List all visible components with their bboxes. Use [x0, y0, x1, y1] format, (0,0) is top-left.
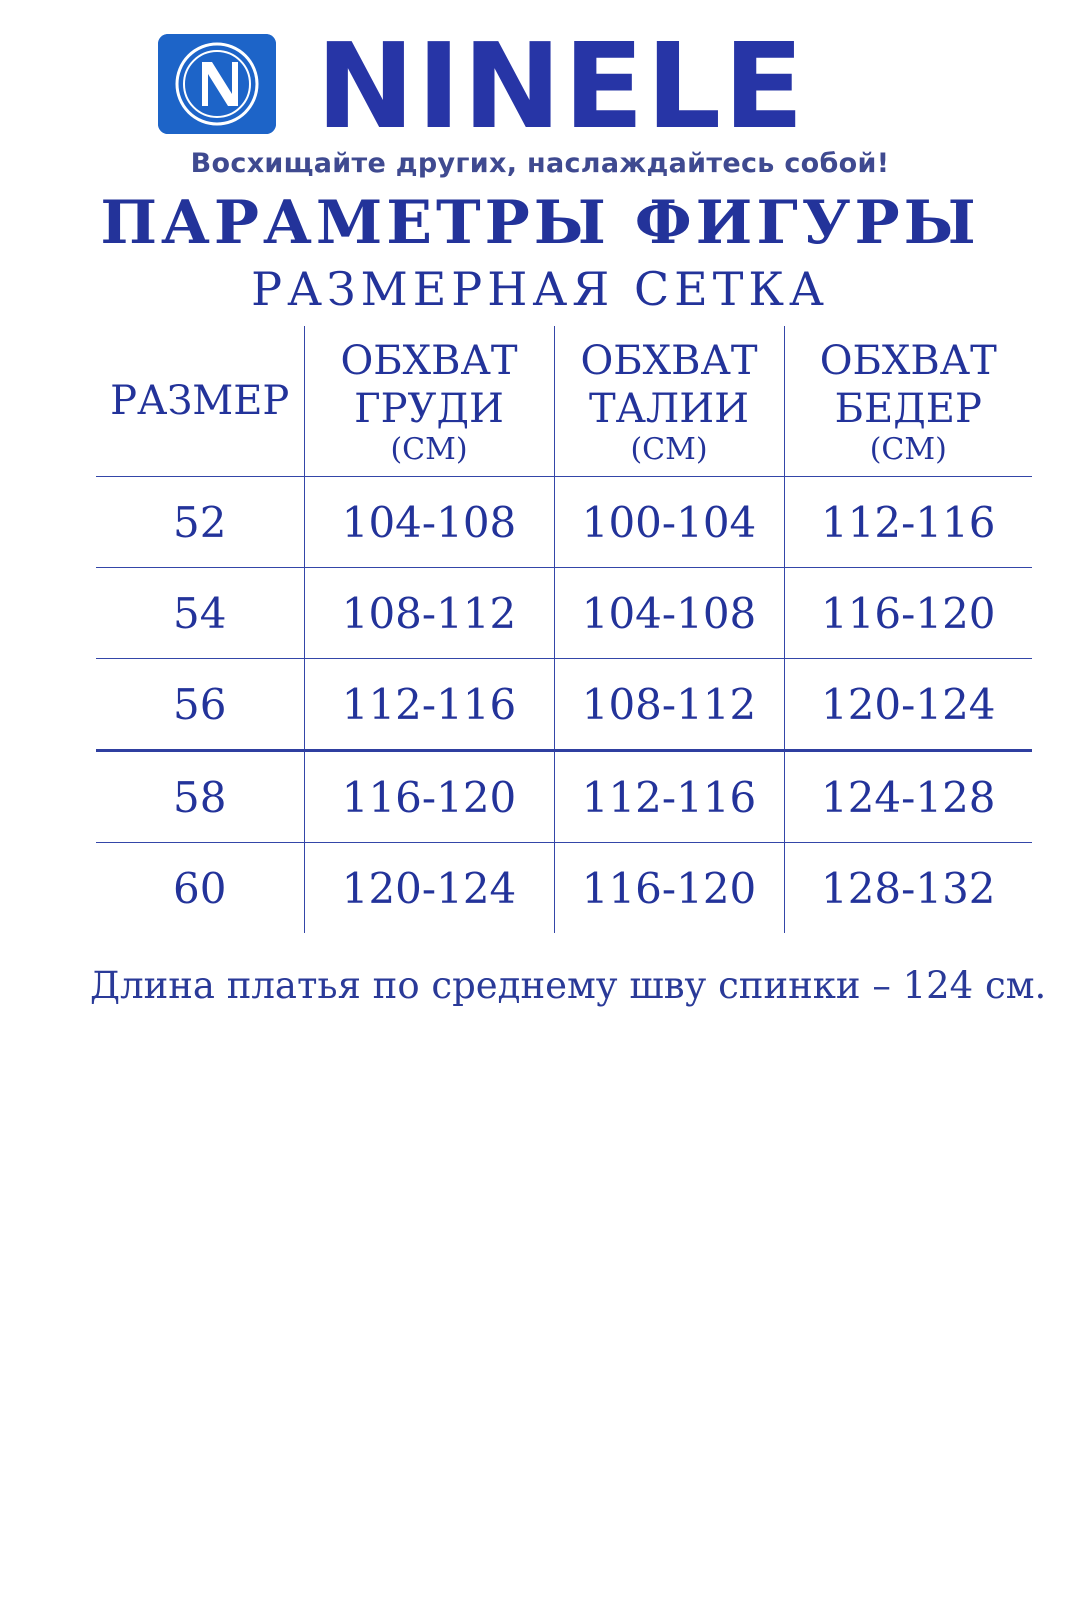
- cell-hips: 120-124: [784, 659, 1032, 751]
- header-size: РАЗМЕР: [96, 326, 304, 477]
- cell-hips: 116-120: [784, 568, 1032, 659]
- cell-size: 54: [96, 568, 304, 659]
- table-row: [96, 843, 1032, 934]
- table-header-row: [96, 326, 1032, 477]
- header-waist: ОБХВАТ ТАЛИИ (СМ): [554, 326, 784, 477]
- cell-chest: 116-120: [304, 751, 554, 843]
- header-chest: ОБХВАТ ГРУДИ (СМ): [304, 326, 554, 477]
- table-row: [96, 568, 1032, 659]
- cell-waist: 116-120: [554, 843, 784, 934]
- cell-size: 56: [96, 659, 304, 751]
- cell-chest: 108-112: [304, 568, 554, 659]
- size-chart-table: [96, 326, 1032, 933]
- table-row: [96, 659, 1032, 751]
- page-subtitle: РАЗМЕРНАЯ СЕТКА: [251, 262, 829, 316]
- cell-chest: 104-108: [304, 477, 554, 568]
- cell-waist: 104-108: [554, 568, 784, 659]
- cell-size: 60: [173, 863, 227, 913]
- cell-hips: 128-132: [784, 843, 1032, 934]
- page-title: ПАРАМЕТРЫ ФИГУРЫ: [100, 188, 980, 258]
- cell-chest: 112-116: [304, 659, 554, 751]
- table-row: [96, 751, 1032, 843]
- brand-header: [0, 17, 1080, 155]
- cell-waist: 100-104: [554, 477, 784, 568]
- cell-chest: 120-124: [304, 843, 554, 934]
- table-row: [96, 477, 1032, 568]
- cell-hips: 112-116: [784, 477, 1032, 568]
- cell-waist: 108-112: [554, 659, 784, 751]
- n-monogram-icon: [158, 34, 276, 134]
- cell-hips: 124-128: [784, 751, 1032, 843]
- cell-size: 52: [96, 477, 304, 568]
- brand-tagline: Восхищайте других, наслаждайтесь собой!: [190, 148, 890, 179]
- dress-length-note: Длина платья по среднему шву спинки – 124 см.: [90, 964, 1047, 1007]
- cell-size: 58: [96, 751, 304, 843]
- cell-waist: 112-116: [554, 751, 784, 843]
- header-hips: ОБХВАТ БЕДЕР (СМ): [784, 326, 1032, 477]
- brand-name: NINELE: [316, 17, 806, 155]
